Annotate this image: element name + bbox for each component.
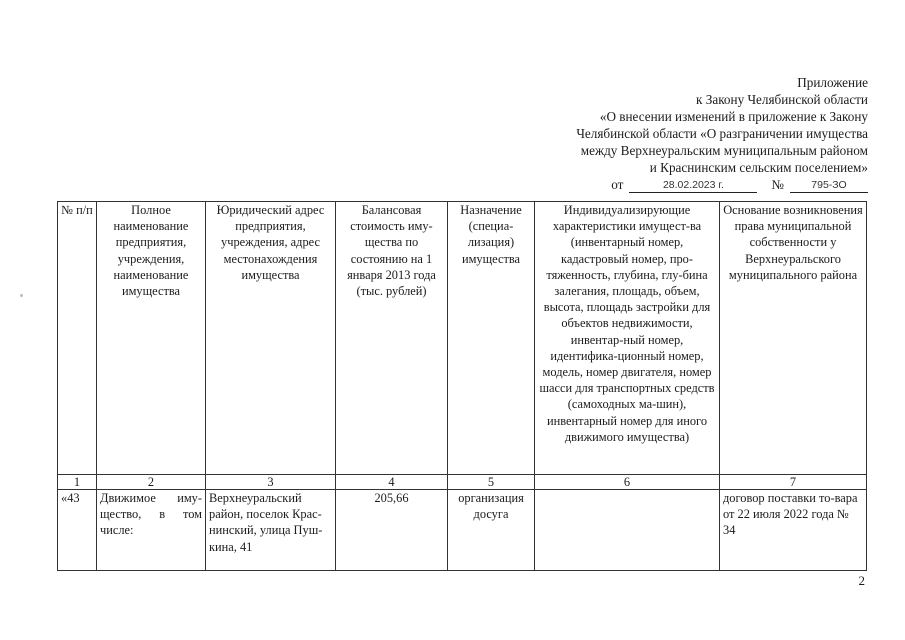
date-prefix: от [611,177,624,192]
column-number: 2 [97,475,206,490]
column-header: Балансовая стоимость иму-щества по состоянию на 1 января 2013 года (тыс. рублей) [336,202,448,475]
row-number-cell: «43 [58,490,97,571]
law-date-number [576,176,868,193]
property-table [57,201,867,571]
address-cell: Верхнеуральский район, поселок Крас-нинский, улица Пуш-кина, 41 [206,490,336,571]
appendix-header [576,74,868,193]
header-line: к Закону Челябинской области [696,92,868,107]
number-prefix: № [771,177,784,192]
column-header: Назначение (специа-лизация) имущества [448,202,535,475]
column-number: 1 [58,475,97,490]
header-line: Челябинской области «О разграничении имущества [576,126,868,141]
property-name-cell: Движимое иму-щество, в том числе: [97,490,206,571]
column-number: 6 [535,475,720,490]
law-number: 795-ЗО [790,179,868,193]
ownership-basis-cell: договор поставки то-вара от 22 июля 2022 года № 34 [720,490,867,571]
scan-dot [20,294,23,297]
balance-value-cell: 205,66 [336,490,448,571]
column-number-row [58,475,867,490]
column-header: Основание возникновения права муниципальной собственности у Верхнеуральского муниципального района [720,202,867,475]
column-header: Индивидуализирующие характеристики имущест-ва (инвентарный номер, кадастровый номер, про-тяженность, глубина, глу-бина залегания, площадь, объем, высота, площадь застройки для объектов недвижимости, инвентар-ный номер, идентифика-ционный номер, модель, номер двигателя, номер шасси для транспортных средств (самоходных ма-шин), инвентарный номер для иного движимого имущества) [535,202,720,475]
column-header: Юридический адрес предприятия, учреждения, адрес местонахождения имущества [206,202,336,475]
header-line: «О внесении изменений в приложение к Закону [599,109,868,124]
header-line: Приложение [797,75,868,90]
characteristics-cell [535,490,720,571]
column-number: 3 [206,475,336,490]
header-line: и Краснинским сельским поселением» [649,160,868,175]
law-date: 28.02.2023 г. [629,179,757,193]
table-row [58,490,867,571]
header-line: между Верхнеуральским муниципальным районом [580,143,868,158]
column-header: Полное наименование предприятия, учреждения, наименование имущества [97,202,206,475]
column-number: 7 [720,475,867,490]
purpose-cell: организация досуга [448,490,535,571]
table-header-row [58,202,867,475]
page-number: 2 [858,573,865,588]
column-number: 4 [336,475,448,490]
column-number: 5 [448,475,535,490]
column-header: № п/п [58,202,97,475]
